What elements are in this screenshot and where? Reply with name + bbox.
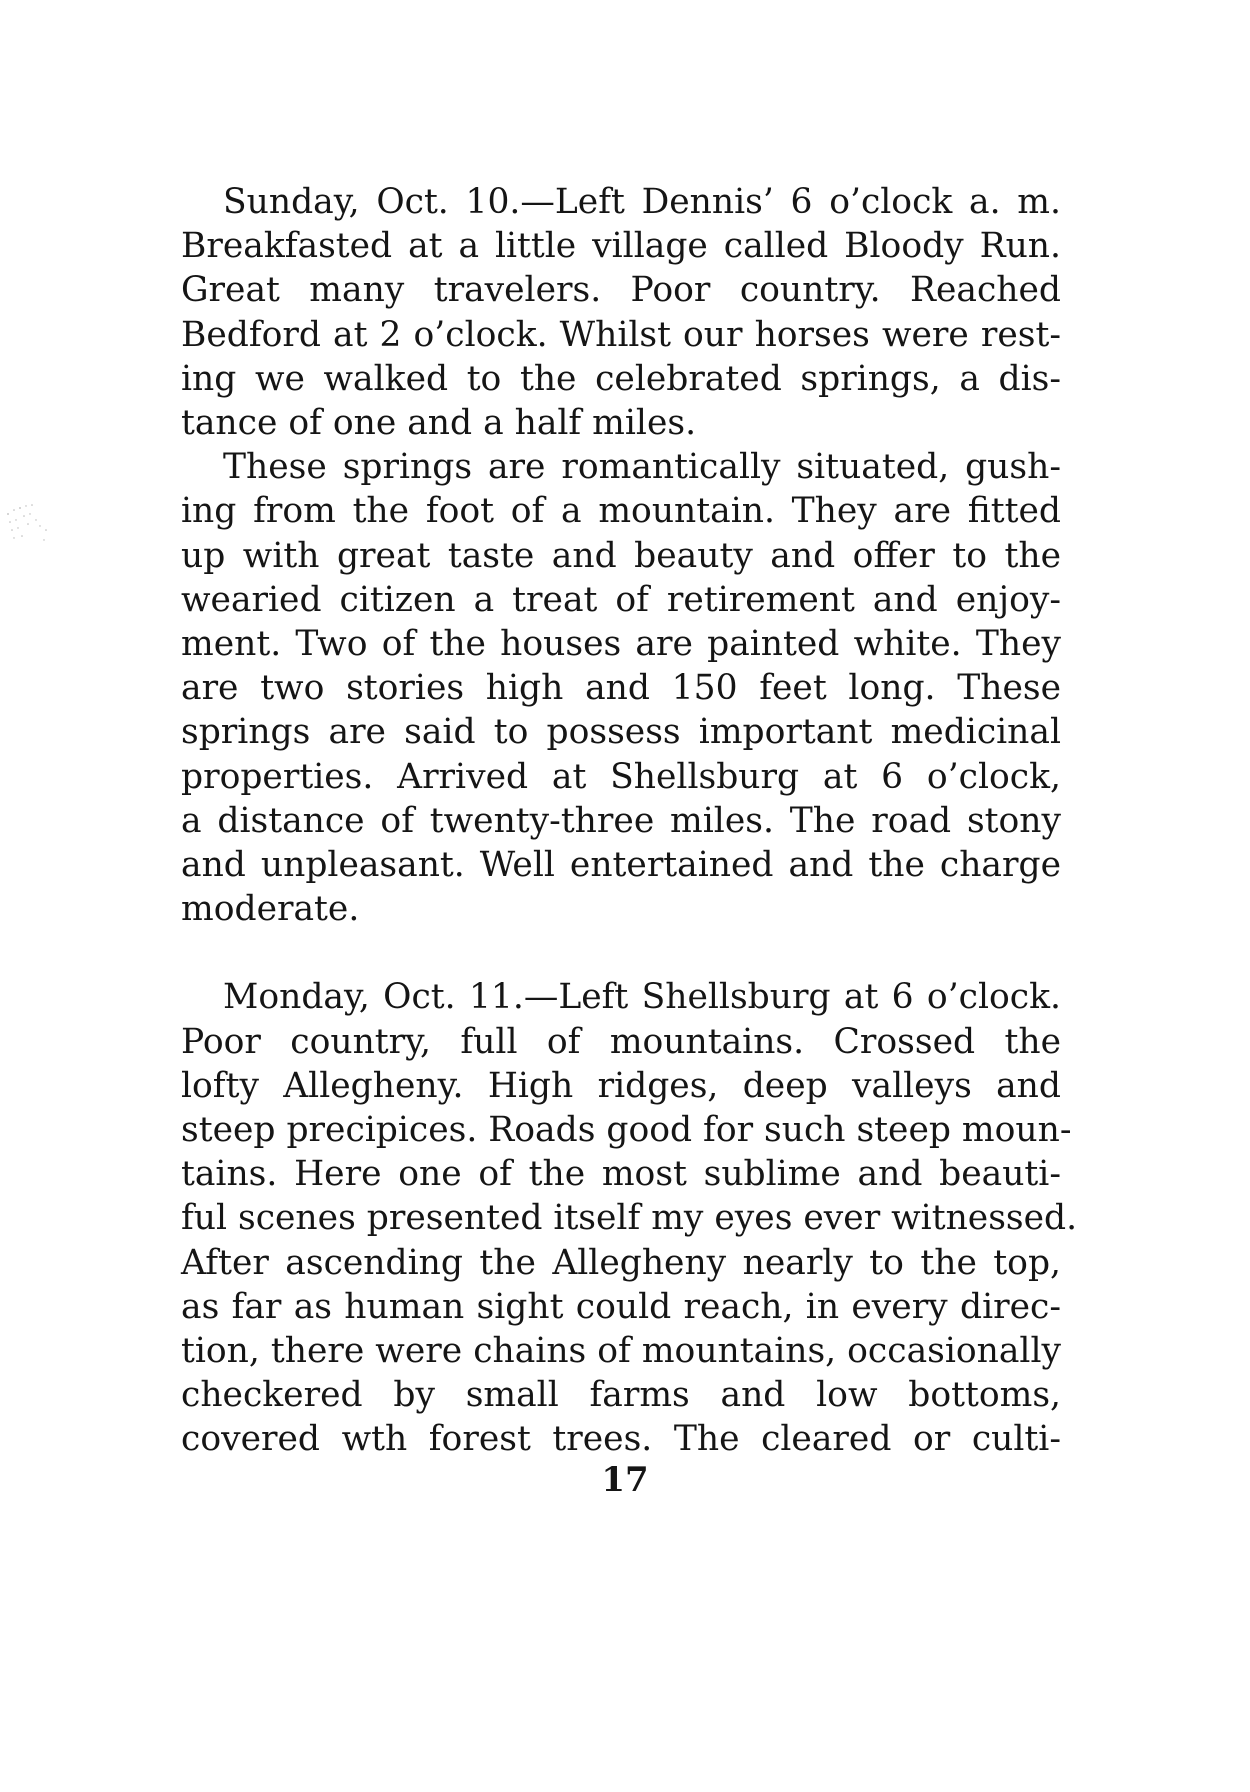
- entry-spacer: [181, 931, 1061, 975]
- text-line: Sunday, Oct. 10.—Left Dennis’ 6 o’clock a. m.: [223, 182, 1061, 222]
- paragraph: [181, 445, 1061, 931]
- page-number: 17: [601, 1460, 649, 1500]
- text-line: covered wth forest trees. The cleared or culti-: [181, 1419, 1061, 1460]
- text-line: as far as human sight could reach, in every direc-: [181, 1286, 1061, 1327]
- text-line: After ascending the Allegheny nearly to the top,: [181, 1242, 1061, 1283]
- entry-oct-10: [181, 180, 1061, 931]
- text-line: Poor country, full of mountains. Crossed the: [181, 1021, 1061, 1062]
- paper-speckle-mark: [0, 500, 60, 560]
- text-line: up with great taste and beauty and offer to the: [181, 535, 1061, 576]
- text-line: steep precipices. Roads good for such steep moun-: [181, 1110, 1072, 1151]
- text-line: tance of one and a half miles.: [181, 403, 697, 444]
- text-line: wearied citizen a treat of retirement and enjoy-: [181, 579, 1061, 620]
- text-line: ing from the foot of a mountain. They are fitted: [181, 491, 1061, 532]
- text-line: moderate.: [181, 889, 360, 930]
- text-line: tains. Here one of the most sublime and beauti-: [181, 1154, 1061, 1195]
- text-line: are two stories high and 150 feet long. These: [181, 668, 1061, 709]
- text-line: ful scenes presented itself my eyes ever witnessed.: [181, 1198, 1078, 1239]
- text-line: and unpleasant. Well entertained and the charge: [181, 845, 1061, 886]
- text-line: checkered by small farms and low bottoms,: [181, 1375, 1061, 1416]
- journal-text: [181, 180, 1078, 1462]
- text-line: a distance of twenty-three miles. The road stony: [181, 800, 1061, 841]
- paragraph: [181, 180, 1061, 445]
- text-line: lofty Allegheny. High ridges, deep valleys and: [181, 1065, 1061, 1106]
- entry-oct-11: [181, 975, 1078, 1461]
- text-line: springs are said to possess important medicinal: [181, 712, 1061, 753]
- text-line: tion, there were chains of mountains, occasionally: [181, 1331, 1061, 1372]
- text-line: properties. Arrived at Shellsburg at 6 o’clock,: [181, 756, 1061, 797]
- paragraph: [181, 975, 1078, 1461]
- text-line: Great many travelers. Poor country. Reached: [181, 270, 1061, 311]
- text-line: These springs are romantically situated, gush-: [223, 447, 1061, 488]
- text-line: Bedford at 2 o’clock. Whilst our horses were rest-: [181, 314, 1061, 355]
- text-line: ment. Two of the houses are painted white. They: [181, 624, 1061, 665]
- text-line: Breakfasted at a little village called Bloody Run.: [181, 226, 1061, 267]
- text-line: Monday, Oct. 11.—Left Shellsburg at 6 o’clock.: [223, 977, 1061, 1018]
- text-line: ing we walked to the celebrated springs, a dis-: [181, 358, 1061, 399]
